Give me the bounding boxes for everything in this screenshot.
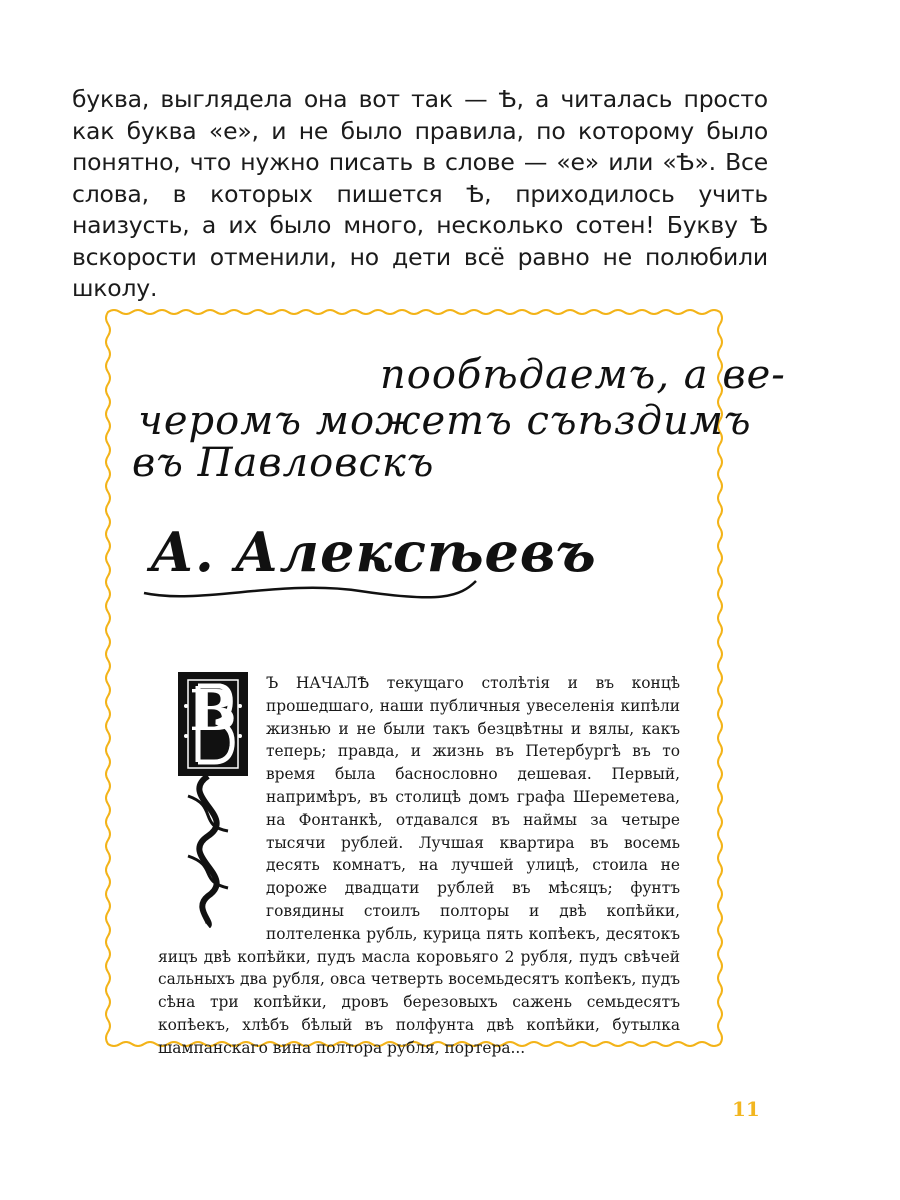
- old-print-excerpt: [158, 672, 680, 1060]
- ornamental-dropcap: [158, 666, 256, 928]
- intro-paragraph: буква, выглядела она вот так — Ѣ, а читалась просто как буква «е», и не было правила, по которому было понятно, что нужно писать в слове — «е» или «Ѣ». Все слова, в которых пишется Ѣ, приходилось учить наизусть, а их было много, несколько сотен! Букву Ѣ вскорости отменили, но дети всё равно не полюбили школу.: [72, 85, 768, 302]
- signature-flourish: [140, 575, 480, 605]
- signature: А. Алексѣевъ: [150, 520, 597, 584]
- handwriting-line-3: въ Павловскъ: [132, 440, 435, 486]
- old-print-text: Ъ НАЧАЛѢ текущаго столѣтія и въ концѣ прошедшаго, наши публичныя увеселенія кипѣли жизнью и не были такъ безцвѣтны и вялы, какъ теперь; правда, и жизнь въ Петербургѣ въ то время была баснословно дешевая. Первый, напримѣръ, въ столицѣ домъ графа Шереметева, на Фонтанкѣ, отдавался въ наймы за четыре тысячи рублей. Лучшая квартира въ восемь десять комнатъ, на лучшей улицѣ, стоила не дороже двадцати рублей въ мѣсяцъ; фунтъ говядины стоилъ полторы и двѣ копѣйки, полтеленка рубль, курица пять копѣекъ, десятокъ яицъ двѣ копѣйки, пудъ масла коровьяго 2 рубля, пудъ свѣчей сальныхъ два рубля, овса четверть восемьдесятъ копѣекъ, пудъ сѣна три копѣйки, дровъ березовыхъ сажень семьдесятъ копѣекъ, хлѣбъ бѣлый въ полфунта двѣ копѣйки, бутылка шампанскаго вина полтора рубля, портера...: [158, 674, 680, 1057]
- handwriting-line-2: черомъ можетъ съѣздимъ: [138, 398, 752, 444]
- page-number: 11: [732, 1097, 760, 1121]
- handwriting-line-1: пообѣдаемъ, а ве-: [380, 352, 786, 398]
- dropcap-letter: В: [189, 678, 237, 744]
